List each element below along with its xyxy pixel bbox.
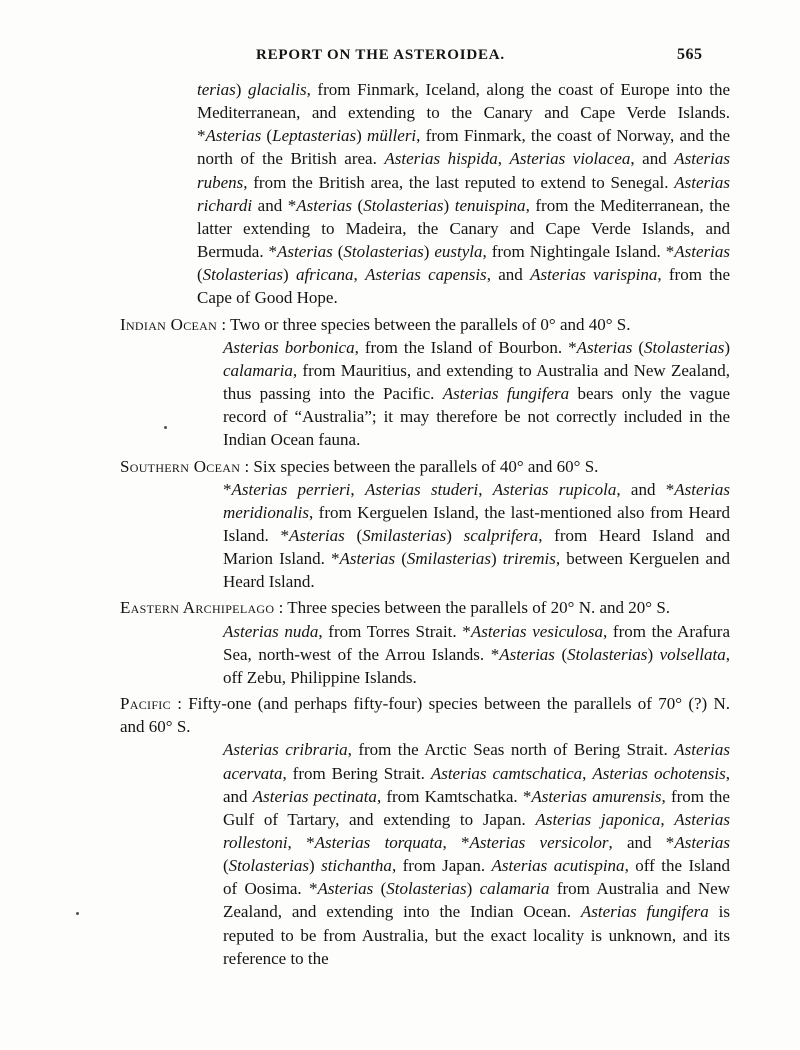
region-name: Pacific [120,694,171,714]
region-eastern-archipelago [120,596,730,619]
region-name: Southern Ocean [120,456,241,476]
margin-speck [164,426,167,429]
region-summary: : Six species between the parallels of 40° and 60° S. [244,456,599,476]
region-species-eastern-archipelago: Asterias nuda, from Torres Strait. *Asterias vesiculosa, from the Arafura Sea, north-west of the Arrou Islands. *Asterias (Stolasterias) volsellata, off Zebu, Philippine Islands. [223,621,730,687]
region-species-indian-ocean: Asterias borbonica, from the Island of Bourbon. *Asterias (Stolasterias) calamaria, from Mauritius, and extending to Australia and New Zealand, thus passing into the Pacific. Asterias fungifera bears only the vague record of “Australia”; it may therefore be not correctly included in the Indian Ocean fauna. [223,337,730,450]
region-summary: : Two or three species between the parallels of 0° and 40° S. [221,314,631,334]
running-title: REPORT ON THE ASTEROIDEA. [256,47,505,63]
region-southern-ocean [120,455,730,478]
region-name: Indian Ocean [120,314,218,334]
region-name: Eastern Archipelago [120,598,275,618]
region-indian-ocean [120,313,730,336]
body-text [120,78,730,970]
region-pacific [120,692,730,738]
continued-paragraph: terias) glacialis, from Finmark, Iceland, along the coast of Europe into the Mediterranean, and extending to the Canary and Cape Verde Islands. *Asterias (Leptasterias) mülleri, from Finmark, the coast of Norway, and the north of the British area. Asterias hispida, Asterias violacea, and Asterias rubens, from the British area, the last reputed to extend to Senegal. Asterias richardi and *Asterias (Stolasterias) tenuispina, from the Mediterranean, the latter extending to Madeira, the Canary and Cape Verde Islands, and Bermuda. *Asterias (Stolasterias) eustyla, from Nightingale Island. *Asterias (Stolasterias) africana, Asterias capensis, and Asterias varispina, from the Cape of Good Hope. [197,80,731,308]
page-number: 565 [677,46,703,63]
running-head [0,47,800,69]
region-summary: : Fifty-one (and perhaps fifty-four) species between the parallels of 70° (?) N. and 60° S. [120,694,731,737]
region-species-pacific: Asterias cribraria, from the Arctic Seas north of Bering Strait. Asterias acervata, from Bering Strait. Asterias camtschatica, Asterias ochotensis, and Asterias pectinata, from Kamtschatka. *Asterias amurensis, from the Gulf of Tartary, and extending to Japan. Asterias japonica, Asterias rollestoni, *Asterias torquata, *Asterias versicolor, and *Asterias (Stolasterias) stichantha, from Japan. Asterias acutispina, off the Island of Oosima. *Asterias (Stolasterias) calamaria from Australia and New Zealand, and extending into the Indian Ocean. Asterias fungifera is reputed to be from Australia, but the exact locality is unknown, and its reference to the [223,740,731,968]
region-summary: : Three species between the parallels of 20° N. and 20° S. [278,598,671,618]
margin-speck [76,912,79,915]
region-species-southern-ocean: *Asterias perrieri, Asterias studeri, Asterias rupicola, and *Asterias meridionalis, from Kerguelen Island, the last-mentioned also from Heard Island. *Asterias (Smilasterias) scalprifera, from Heard Island and Marion Island. *Asterias (Smilasterias) triremis, between Kerguelen and Heard Island. [223,479,731,592]
